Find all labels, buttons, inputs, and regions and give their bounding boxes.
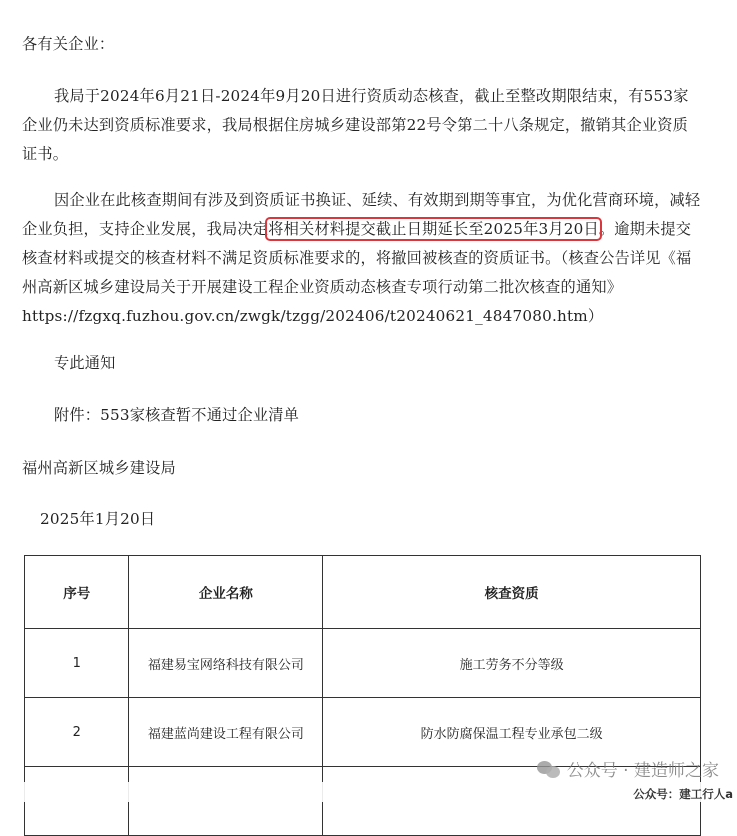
issuer: 福州高新区城乡建设局 [22,459,176,477]
notice-line: 专此通知 [54,354,116,372]
wechat-icon [537,759,561,779]
header-qualification: 核查资质 [323,556,701,629]
footer-watermark: 公众号：建工行人a [633,787,733,801]
issue-date: 2025年1月20日 [40,510,156,528]
paragraph-extension [22,186,702,331]
cell-qualification: 施工劳务不分等级 [323,629,701,698]
header-index: 序号 [25,556,129,629]
cell-company: 福建易宝网络科技有限公司 [129,629,323,698]
cell-index: 2 [25,698,129,767]
table-row [25,629,701,698]
cell-qualification: 防水防腐保温工程专业承包二级 [323,698,701,767]
paragraph-extension-tail: 。逾期未提交核查材料或提交的核查材料不满足资质标准要求的，将撤回被核查的资质证书。（核查公告详见《福州高新区城乡建设局关于开展建设工程企业资质动态核查专项行动第二批次核查的通知》https://fzgxq.fuzhou.gov.cn/zwgk/tzgg/202406/t20240621_4847080.htm） [22,220,692,325]
paragraph-revocation: 我局于2024年6月21日-2024年9月20日进行资质动态核查，截止至整改期限结束，有553家企业仍未达到资质标准要求，我局根据住房城乡建设部第22号令第二十八条规定，撤销其企业资质证书。 [22,87,689,163]
cell-index: 1 [25,629,129,698]
attachment-line: 附件：553家核查暂不通过企业清单 [54,406,300,424]
watermark [537,756,719,781]
table-header-row [25,556,701,629]
header-company: 企业名称 [129,556,323,629]
watermark-label: 公众号 · 建造师之家 [566,761,719,781]
paragraph-extension-lead: 因企业在此核查期间有涉及到资质证书换证、延续、有效期到期等事宜，为优化营商环境，减轻企业负担，支持企业发展，我局决定 [22,191,701,238]
salutation: 各有关企业： [22,35,115,53]
cell-company: 福建蓝尚建设工程有限公司 [129,698,323,767]
highlighted-deadline: 将相关材料提交截止日期延长至2025年3月20日 [268,220,599,238]
footer-bar [0,782,737,802]
